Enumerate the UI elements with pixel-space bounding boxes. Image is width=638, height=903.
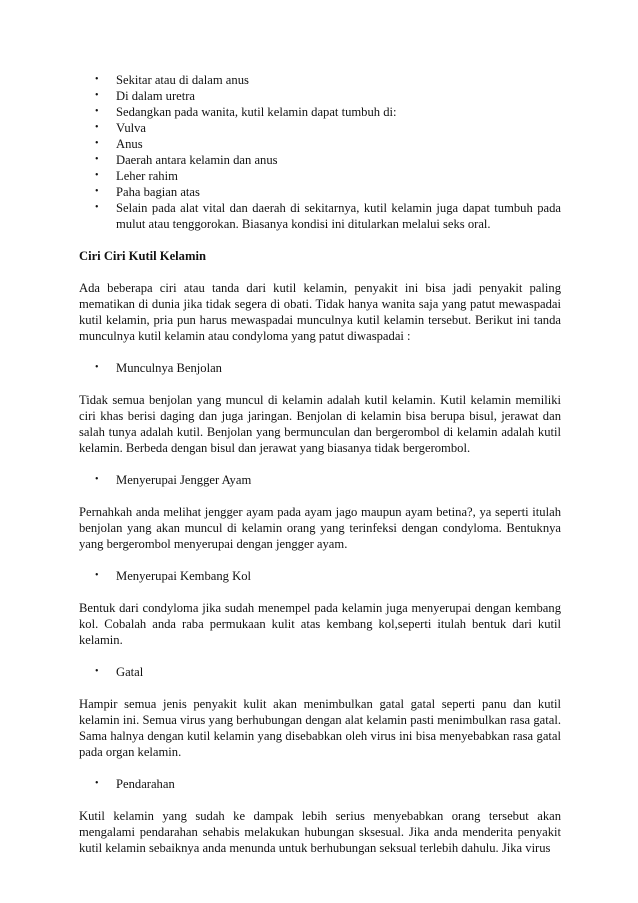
bullet-icon: • xyxy=(95,186,99,197)
intro-paragraph: Ada beberapa ciri atau tanda dari kutil kelamin, penyakit ini bisa jadi penyakit paling mematikan di dunia jika tidak segera di obati. Tidak hanya wanita saja yang patut mewaspadai kutil kelamin, pria pun harus mewaspadai munculnya kutil kelamin tersebut. Berikut ini tanda munculnya kutil kelamin atau condyloma yang patut diwaspadai : xyxy=(79,281,561,343)
section-heading: Ciri Ciri Kutil Kelamin xyxy=(79,249,206,263)
bullet-icon: • xyxy=(95,90,99,101)
list-item: • Anus xyxy=(95,137,143,151)
list-item: • Di dalam uretra xyxy=(95,89,196,103)
list-item: • Vulva xyxy=(95,121,147,135)
list-item: • Sekitar atau di dalam anus xyxy=(95,73,249,87)
bullet-icon: • xyxy=(95,666,99,677)
bullet-icon: • xyxy=(95,122,99,133)
bullet-icon: • xyxy=(95,474,99,485)
list-item: • Sedangkan pada wanita, kutil kelamin dapat tumbuh di: xyxy=(95,105,397,119)
section-paragraph: Kutil kelamin yang sudah ke dampak lebih serius menyebabkan orang tersebut akan mengalami pendarahan sehabis melakukan hubungan sksesual. Jika anda menderita penyakit kutil kelamin sebaiknya anda menunda untuk berhubungan seksual terlebih dahulu. Jika virus xyxy=(79,809,561,855)
section-paragraph: Tidak semua benjolan yang muncul di kelamin adalah kutil kelamin. Kutil kelamin memiliki ciri khas berisi daging dan juga jaringan. Benjolan di kelamin bisa berupa bisul, jerawat dan salah tunya adalah kutil. Benjolan yang bermunculan dan bergerombol di kelamin adalah kutil kelamin. Berbeda dengan bisul dan jerawat yang biasanya tidak bergerombol. xyxy=(79,393,561,455)
bullet-icon: • xyxy=(95,570,99,581)
location-list xyxy=(79,72,561,232)
bullet-icon: • xyxy=(95,170,99,181)
sub-heading-bullet: • Munculnya Benjolan xyxy=(95,361,222,375)
section-paragraph: Hampir semua jenis penyakit kulit akan menimbulkan gatal gatal seperti panu dan kutil kelamin ini. Semua virus yang berhubungan dengan alat kelamin pasti menimbulkan rasa gatal. Sama halnya dengan kutil kelamin yang disebabkan oleh virus ini bisa menyebabkan rasa gatal pada organ kelamin. xyxy=(79,697,561,759)
section-paragraph: Bentuk dari condyloma jika sudah menempel pada kelamin juga menyerupai dengan kembang kol. Cobalah anda raba permukaan kulit atas kembang kol,seperti itulah bentuk dari kutil kelamin. xyxy=(79,601,561,647)
bullet-icon: • xyxy=(95,74,99,85)
bullet-icon: • xyxy=(95,154,99,165)
sub-heading-bullet: • Gatal xyxy=(95,665,144,679)
bullet-icon: • xyxy=(95,778,99,789)
list-item: • Paha bagian atas xyxy=(95,185,200,199)
sub-heading-bullet: • Menyerupai Jengger Ayam xyxy=(95,473,252,487)
list-item: • Leher rahim xyxy=(95,169,178,183)
list-item: • Selain pada alat vital dan daerah di sekitarnya, kutil kelamin juga dapat tumbuh pada mulut atau tenggorokan. Biasanya kondisi ini ditularkan melalui seks oral. xyxy=(95,201,561,231)
bullet-icon: • xyxy=(95,106,99,117)
list-item: • Daerah antara kelamin dan anus xyxy=(95,153,278,167)
sub-heading-bullet: • Pendarahan xyxy=(95,777,175,791)
bullet-icon: • xyxy=(95,362,99,373)
sub-heading-bullet: • Menyerupai Kembang Kol xyxy=(95,569,251,583)
bullet-icon: • xyxy=(95,138,99,149)
bullet-icon: • xyxy=(95,202,99,213)
section-paragraph: Pernahkah anda melihat jengger ayam pada ayam jago maupun ayam betina?, ya seperti itulah benjolan yang akan muncul di kelamin orang yang terinfeksi dengan condyloma. Bentuknya yang bergerombol menyerupai dengan jengger ayam. xyxy=(79,505,561,551)
